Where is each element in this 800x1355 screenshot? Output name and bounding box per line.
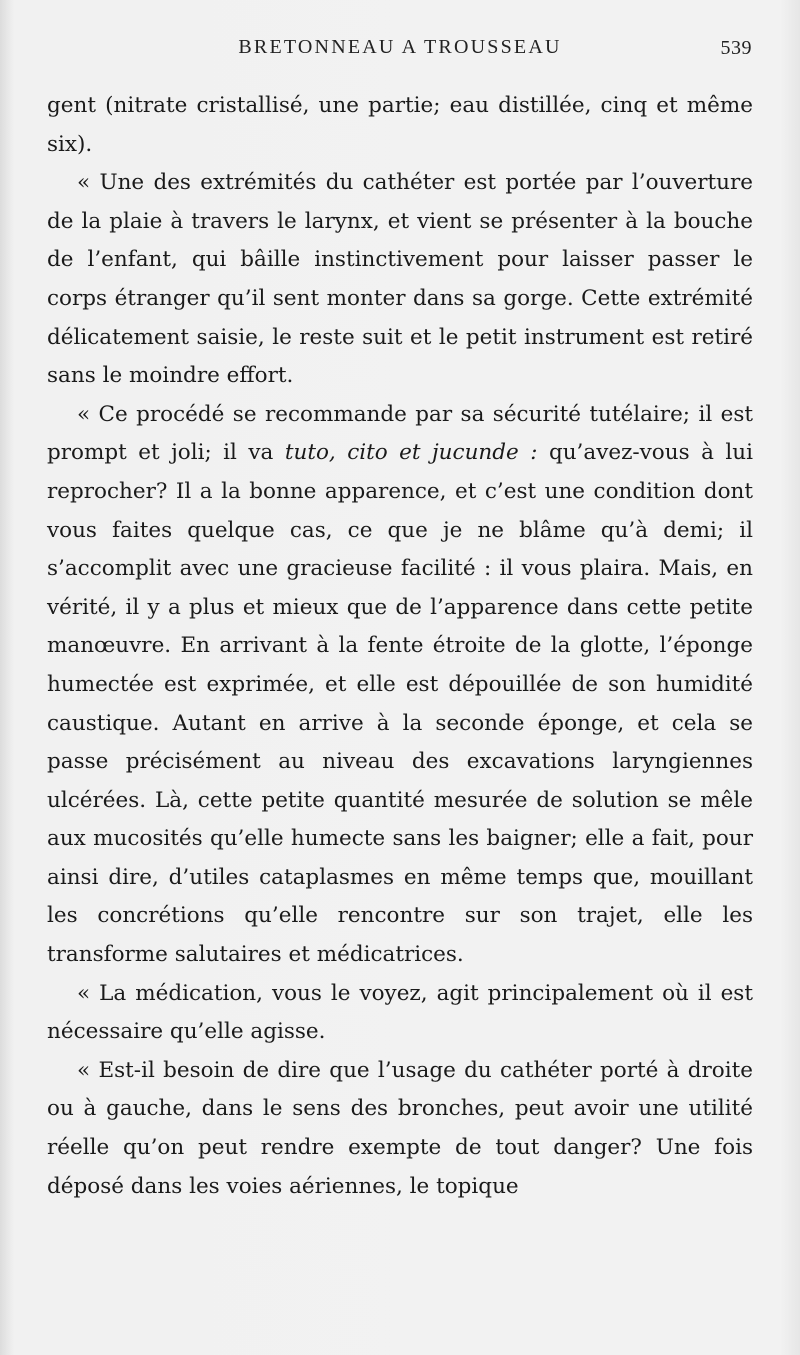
paragraph-procedure-rest: qu’avez-vous à lui reprocher? Il a la bonne apparence, et c’est une condition dont vous faites quelque cas, ce que je ne blâme qu’à demi; il s’accomplit avec une gracieuse facilité : il vous plaira. Mais, en vérité, il y a plus et mieux que de l’apparence dans cette petite manœuvre. En arrivant à la fente étroite de la glotte, l’éponge humectée est exprimée, et elle est dépouillée de son humidité caustique. Autant en arrive à la seconde éponge, et cela se passe précisément au niveau des excavations laryngiennes ulcérées. Là, cette petite quantité mesurée de solution se mêle aux mucosités qu’elle humecte sans les baigner; elle a fait, pour ainsi dire, d’utiles cataplasmes en même temps que, mouillant les concrétions qu’elle rencontre sur son trajet, elle les transforme salutaires et médicatrices. — [47, 440, 753, 968]
page-number: 539 — [720, 37, 752, 59]
paragraph-procedure-start: « Ce procédé se recommande par sa sécurité tutélaire; il est prompt et joli; il va — [47, 401, 753, 466]
latin-phrase: tuto, cito et jucunde : — [284, 440, 538, 466]
paragraph-bronchi: « Est-il besoin de dire que l’usage du cathéter porté à droite ou à gauche, dans le sens des bronches, peut avoir une utilité réelle qu’on peut rendre exempte de tout danger? Une fois déposé dans les voies aériennes, le topique — [47, 1057, 753, 1199]
paragraph-medication: « La médication, vous le voyez, agit principalement où il est nécessaire qu’elle agisse. — [47, 980, 753, 1045]
paragraph-procedure — [47, 396, 753, 975]
body-text — [47, 87, 753, 1206]
paragraph-catheter: « Une des extrémités du cathéter est portée par l’ouverture de la plaie à travers le larynx, et vient se présenter à la bouche de l’enfant, qui bâille instinctivement pour laisser passer le corps étranger qu’il sent monter dans sa gorge. Cette extrémité délicatement saisie, le reste suit et le petit instrument est retiré sans le moindre effort. — [47, 170, 753, 389]
running-title: BRETONNEAU A TROUSSEAU — [238, 36, 562, 58]
paragraph-continuation: gent (nitrate cristallisé, une partie; eau distillée, cinq et même six). — [47, 93, 753, 157]
running-head — [0, 36, 800, 62]
